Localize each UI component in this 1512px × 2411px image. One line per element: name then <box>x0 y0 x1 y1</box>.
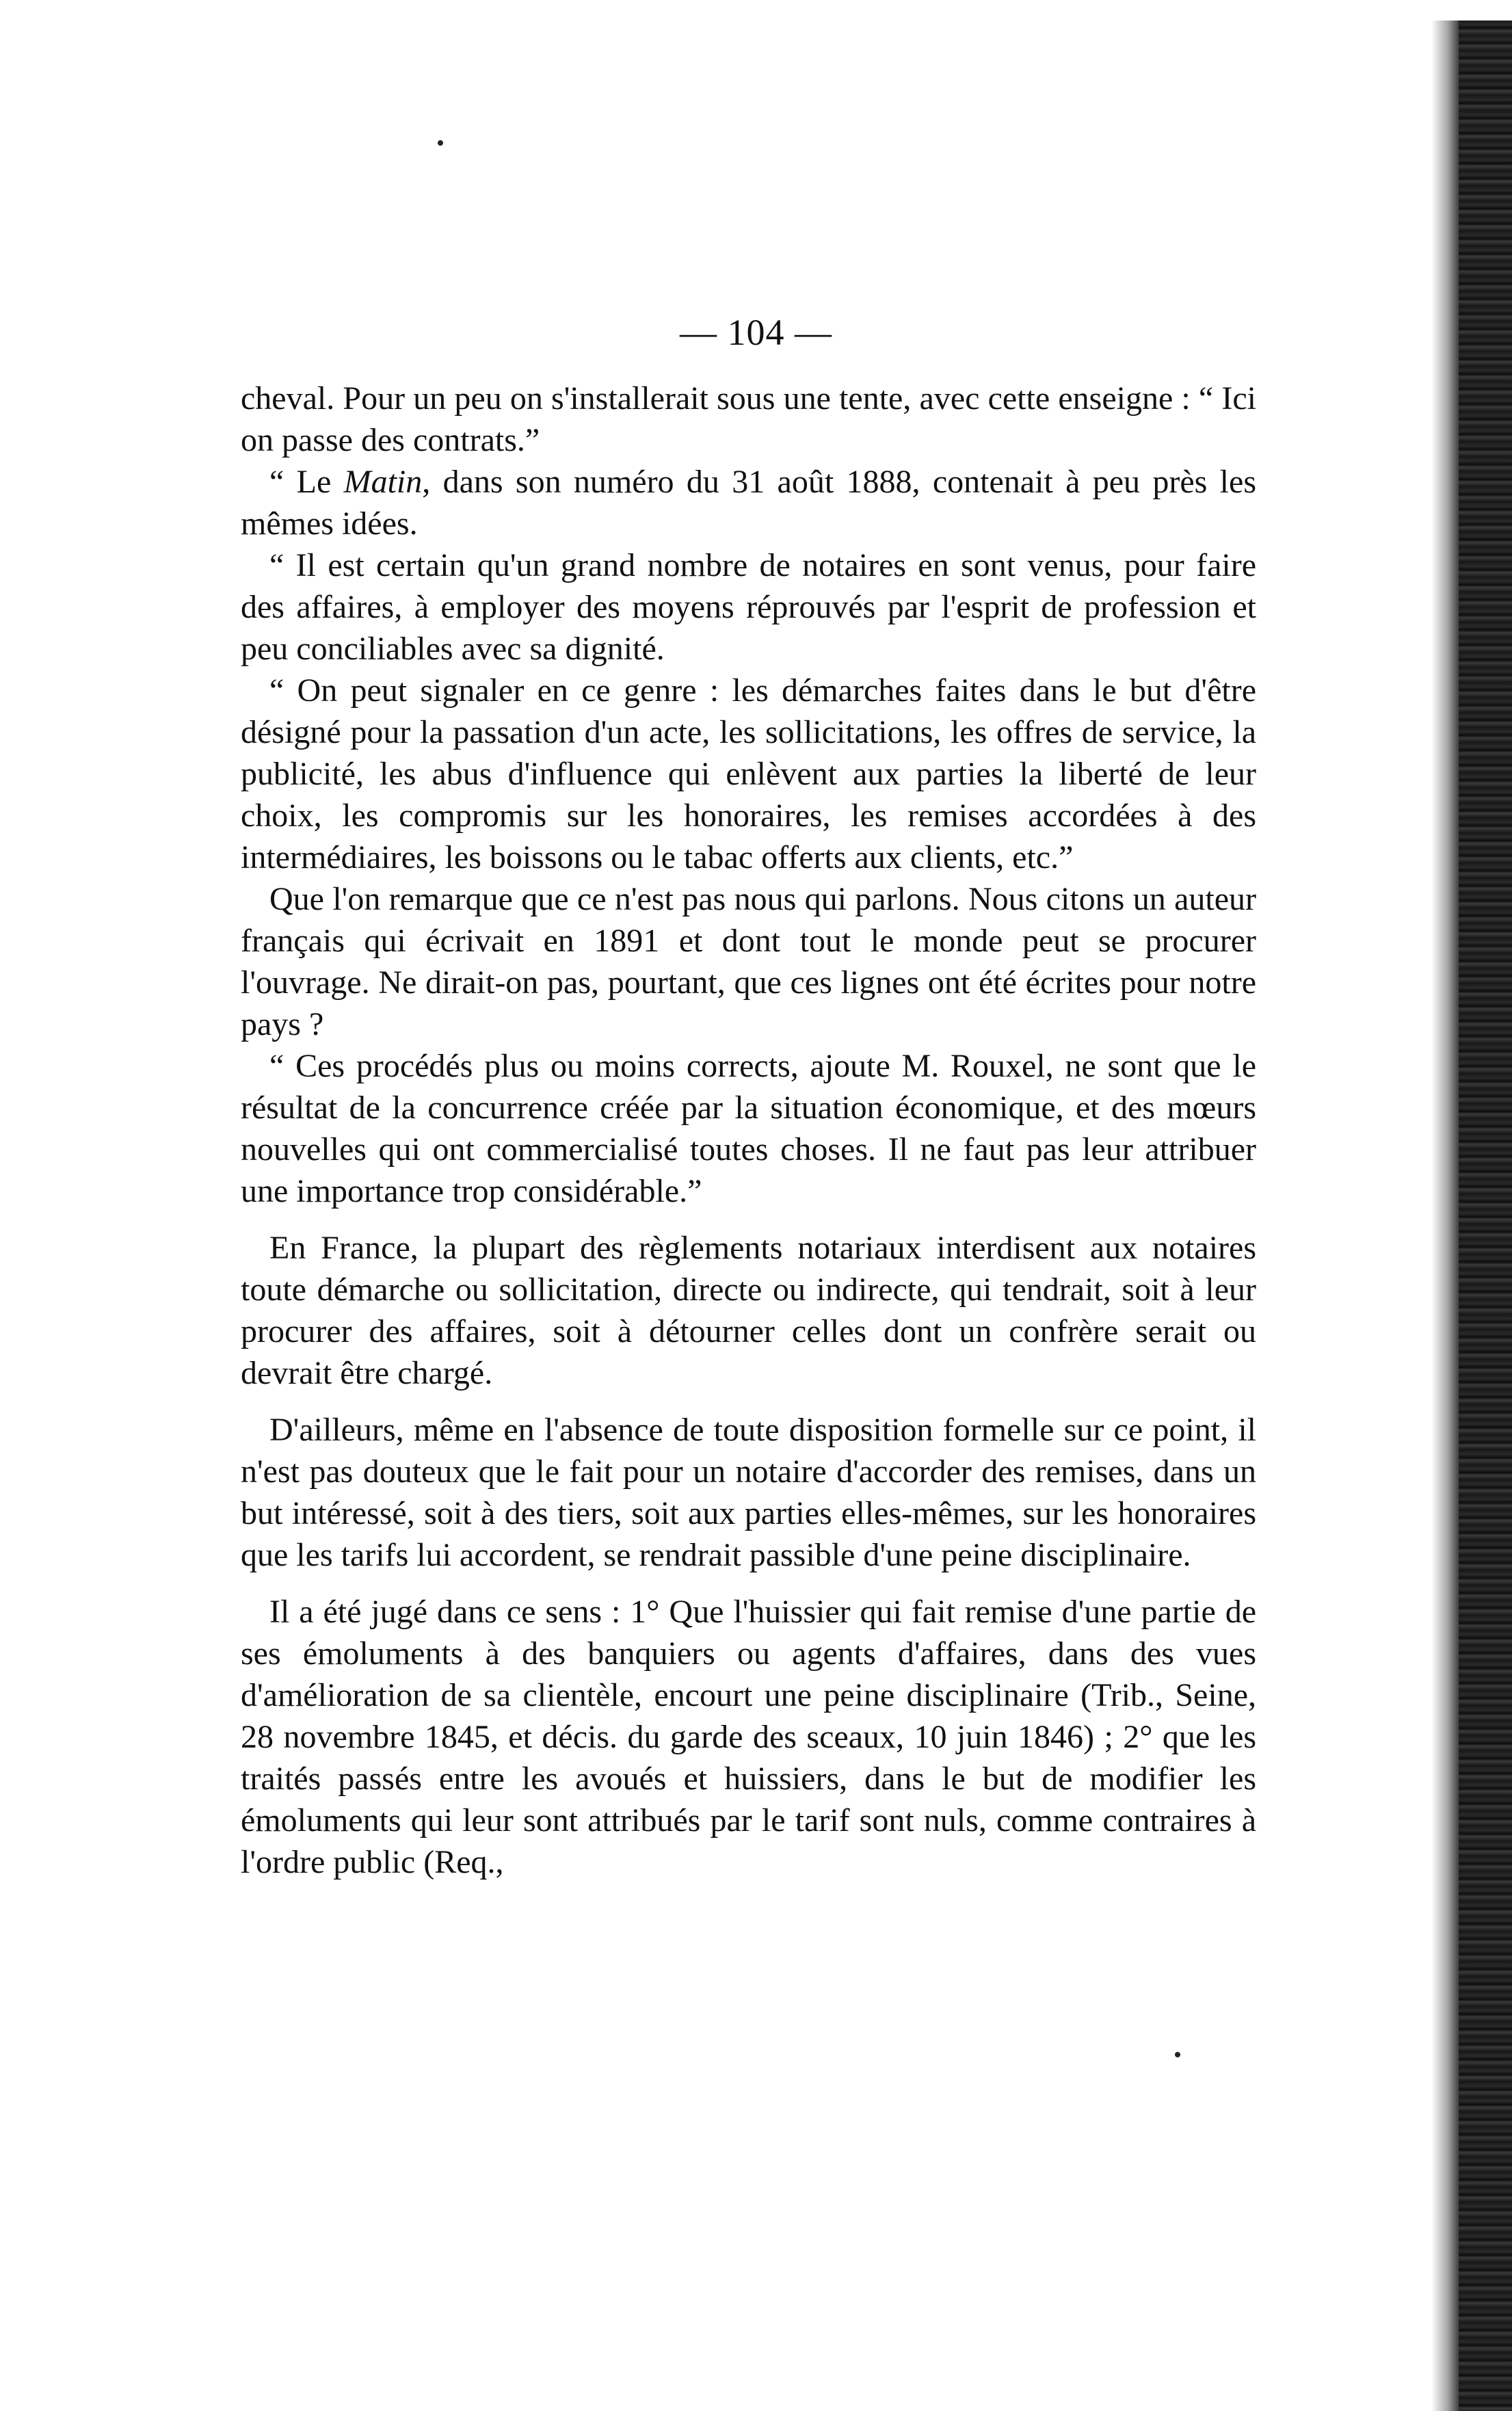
paragraph <box>241 461 1256 544</box>
paragraph-text: , dans son numéro du 31 août 1888, contenait à peu près les mêmes idées. <box>241 464 1257 542</box>
paragraph: “ Il est certain qu'un grand nombre de notaires en sont venus, pour faire des affaires, à employer des moyens réprouvés par l'esprit de profession et peu conciliables avec sa dignité. <box>241 547 1256 667</box>
scan-shadow <box>1431 21 1459 2411</box>
paragraph: Que l'on remarque que ce n'est pas nous qui parlons. Nous citons un auteur français qui écrivait en 1891 et dont tout le monde peut se procurer l'ouvrage. Ne dirait-on pas, pourtant, que ces lignes ont été écrites pour notre pays ? <box>241 881 1256 1042</box>
paragraph: “ On peut signaler en ce genre : les démarches faites dans le but d'être désigné pour la passation d'un acte, les sollicitations, les offres de service, la publicité, les abus d'influence qui enlèvent aux parties la liberté de leur choix, les compromis sur les honoraires, les remises accordées à des intermédiaires, les boissons ou le tabac offerts aux clients, etc.” <box>241 672 1256 875</box>
paragraph: Il a été jugé dans ce sens : 1° Que l'huissier qui fait remise d'une partie de ses émoluments à des banquiers ou agents d'affaires, dans des vues d'amélioration de sa clientèle, encourt une peine disciplinaire (Trib., Seine, 28 novembre 1845, et décis. du garde des sceaux, 10 juin 1846) ; 2° que les traités passés entre les avoués et huissiers, dans le but de modifier les émoluments qui leur sont attribués par le tarif sont nuls, comme contraires à l'ordre public (Req., <box>241 1594 1256 1880</box>
scan-speck <box>438 140 443 146</box>
paragraph: En France, la plupart des règlements notariaux interdisent aux notaires toute démarche ou sollicitation, directe ou indirecte, qui tendrait, soit à leur procurer des affaires, soit à détourner celles dont un confrère serait ou devrait être chargé. <box>241 1230 1256 1391</box>
newspaper-title: Matin <box>343 464 423 500</box>
scan-speck <box>1175 2052 1180 2057</box>
page-number: — 104 — <box>680 312 832 353</box>
body-text <box>241 378 1256 1883</box>
paragraph: cheval. Pour un peu on s'installerait sous une tente, avec cette enseigne : “ Ici on passe des contrats.” <box>241 380 1256 458</box>
paragraph: D'ailleurs, même en l'absence de toute disposition formelle sur ce point, il n'est pas douteux que le fait pour un notaire d'accorder des remises, dans un but intéressé, soit à des tiers, soit aux parties elles-mêmes, sur les honoraires que les tarifs lui accordent, se rendrait passible d'une peine disciplinaire. <box>241 1412 1256 1573</box>
paragraph: “ Ces procédés plus ou moins corrects, ajoute M. Rouxel, ne sont que le résultat de la concurrence créée par la situation économique, et des mœurs nouvelles qui ont commercialisé toutes choses. Il ne faut pas leur attribuer une importance trop considérable.” <box>241 1048 1256 1209</box>
scan-edge <box>1459 21 1512 2411</box>
quote-prefix: “ Le <box>269 464 344 500</box>
